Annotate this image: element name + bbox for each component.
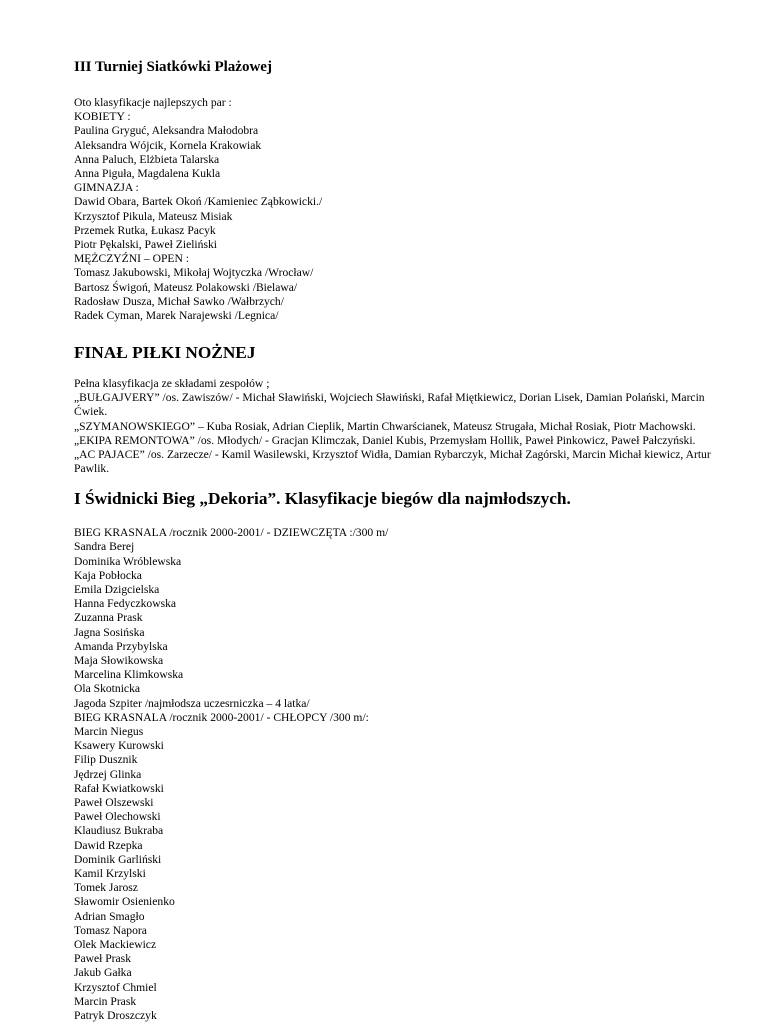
football-results bbox=[74, 377, 734, 476]
runner-line: Olek Mackiewicz bbox=[74, 938, 157, 952]
team-line: Pełna klasyfikacja ze składami zespołów ; bbox=[74, 377, 270, 390]
runner-line: Dominik Garliński bbox=[74, 852, 162, 866]
runner-line: Klaudiusz Bukraba bbox=[74, 824, 164, 838]
runner-line: Amanda Przybylska bbox=[74, 639, 168, 653]
runner-line: Filip Dusznik bbox=[74, 753, 138, 767]
section-title-run: I Świdnicki Bieg „Dekoria”. Klasyfikacje biegów dla najmłodszych. bbox=[74, 489, 571, 509]
runner-line: Kamil Krzylski bbox=[74, 867, 146, 881]
document-page bbox=[74, 58, 734, 1023]
result-line: KOBIETY : bbox=[74, 110, 131, 124]
runner-line: Dominika Wróblewska bbox=[74, 554, 182, 568]
runner-line: Dawid Rzepka bbox=[74, 838, 143, 852]
runner-line: Hanna Fedyczkowska bbox=[74, 597, 177, 611]
runner-line: Patryk Droszczyk bbox=[74, 1009, 157, 1023]
runner-line: BIEG KRASNALA /rocznik 2000-2001/ - CHŁOPCY /300 m/: bbox=[74, 710, 369, 724]
result-line: MĘŻCZYŹNI – OPEN : bbox=[74, 252, 189, 266]
runner-line: Jagna Sosińska bbox=[74, 625, 145, 639]
team-line: „EKIPA REMONTOWA” /os. Młodych/ - Gracjan Klimczak, Daniel Kubis, Przemysłam Hollik, Paweł Pinkowicz, Paweł Pałczyński. bbox=[74, 433, 696, 447]
runner-line: Rafał Kwiatkowski bbox=[74, 781, 164, 795]
runner-line: Maja Słowikowska bbox=[74, 654, 164, 667]
runner-line: Jakub Gałka bbox=[74, 966, 132, 980]
team-line: „SZYMANOWSKIEGO” – Kuba Rosiak, Adrian Cieplik, Martin Chwarścianek, Mateusz Strugała, Michał Rosiak, Piotr Machowski. bbox=[74, 419, 696, 433]
runner-line: Marcin Prask bbox=[74, 994, 137, 1008]
result-line: Piotr Pękalski, Paweł Zieliński bbox=[74, 238, 217, 252]
team-line: „BUŁGAJVERY” /os. Zawiszów/ - Michał Sławiński, Wojciech Sławiński, Rafał Miętkiewicz, Dorian Lisek, Damian Polański, Marcin Ćwiek. bbox=[74, 391, 705, 419]
runner-line: Sławomir Osienienko bbox=[74, 895, 175, 909]
result-line: Tomasz Jakubowski, Mikołaj Wojtyczka /Wrocław/ bbox=[74, 266, 314, 280]
volleyball-results bbox=[74, 96, 734, 323]
result-line: Paulina Gryguć, Aleksandra Małodobra bbox=[74, 124, 259, 138]
runner-line: Paweł Olechowski bbox=[74, 810, 161, 824]
result-line: GIMNAZJA : bbox=[74, 181, 139, 195]
run-results bbox=[74, 526, 734, 1023]
runner-line: Ksawery Kurowski bbox=[74, 739, 164, 753]
result-line: Krzysztof Pikula, Mateusz Misiak bbox=[74, 209, 233, 223]
runner-line: Tomek Jarosz bbox=[74, 881, 138, 895]
runner-line: Kaja Pobłocka bbox=[74, 568, 142, 582]
runner-line: Tomasz Napora bbox=[74, 923, 147, 937]
result-line: Bartosz Świgoń, Mateusz Polakowski /Bielawa/ bbox=[74, 280, 298, 294]
result-line: Radek Cyman, Marek Narajewski /Legnica/ bbox=[74, 309, 279, 323]
result-line: Radosław Dusza, Michał Sawko /Wałbrzych/ bbox=[74, 294, 284, 308]
runner-line: Marcelina Klimkowska bbox=[74, 668, 184, 682]
runner-line: Zuzanna Prask bbox=[74, 611, 143, 625]
section-title-football: FINAŁ PIŁKI NOŻNEJ bbox=[74, 343, 256, 363]
result-line: Przemek Rutka, Łukasz Pacyk bbox=[74, 223, 216, 237]
runner-line: Marcin Niegus bbox=[74, 725, 144, 739]
section-title-volleyball: III Turniej Siatkówki Plażowej bbox=[74, 59, 272, 75]
runner-line: Sandra Berej bbox=[74, 540, 135, 554]
runner-line: Paweł Prask bbox=[74, 952, 131, 966]
runner-line: Emila Dzigcielska bbox=[74, 582, 160, 596]
result-line: Oto klasyfikacje najlepszych par : bbox=[74, 96, 232, 109]
result-line: Aleksandra Wójcik, Kornela Krakowiak bbox=[74, 138, 262, 152]
result-line: Anna Paluch, Elżbieta Talarska bbox=[74, 152, 220, 166]
runner-line: Ola Skotnicka bbox=[74, 682, 141, 696]
runner-line: Jagoda Szpiter /najmłodsza uczesrniczka – 4 latka/ bbox=[74, 696, 310, 710]
result-line: Dawid Obara, Bartek Okoń /Kamieniec Ząbkowicki./ bbox=[74, 195, 323, 209]
runner-line: Adrian Smagło bbox=[74, 909, 145, 923]
result-line: Anna Piguła, Magdalena Kukla bbox=[74, 167, 221, 181]
runner-line: Jędrzej Glinka bbox=[74, 767, 142, 781]
runner-line: Paweł Olszewski bbox=[74, 796, 154, 810]
runner-line: Krzysztof Chmiel bbox=[74, 980, 157, 994]
runner-line: BIEG KRASNALA /rocznik 2000-2001/ - DZIEWCZĘTA :/300 m/ bbox=[74, 526, 389, 540]
team-line: „AC PAJACE” /os. Zarzecze/ - Kamil Wasilewski, Krzysztof Widła, Damian Rybarczyk, Michał Zagórski, Marcin Michał kiewicz, Artur Pawlik. bbox=[74, 448, 711, 476]
